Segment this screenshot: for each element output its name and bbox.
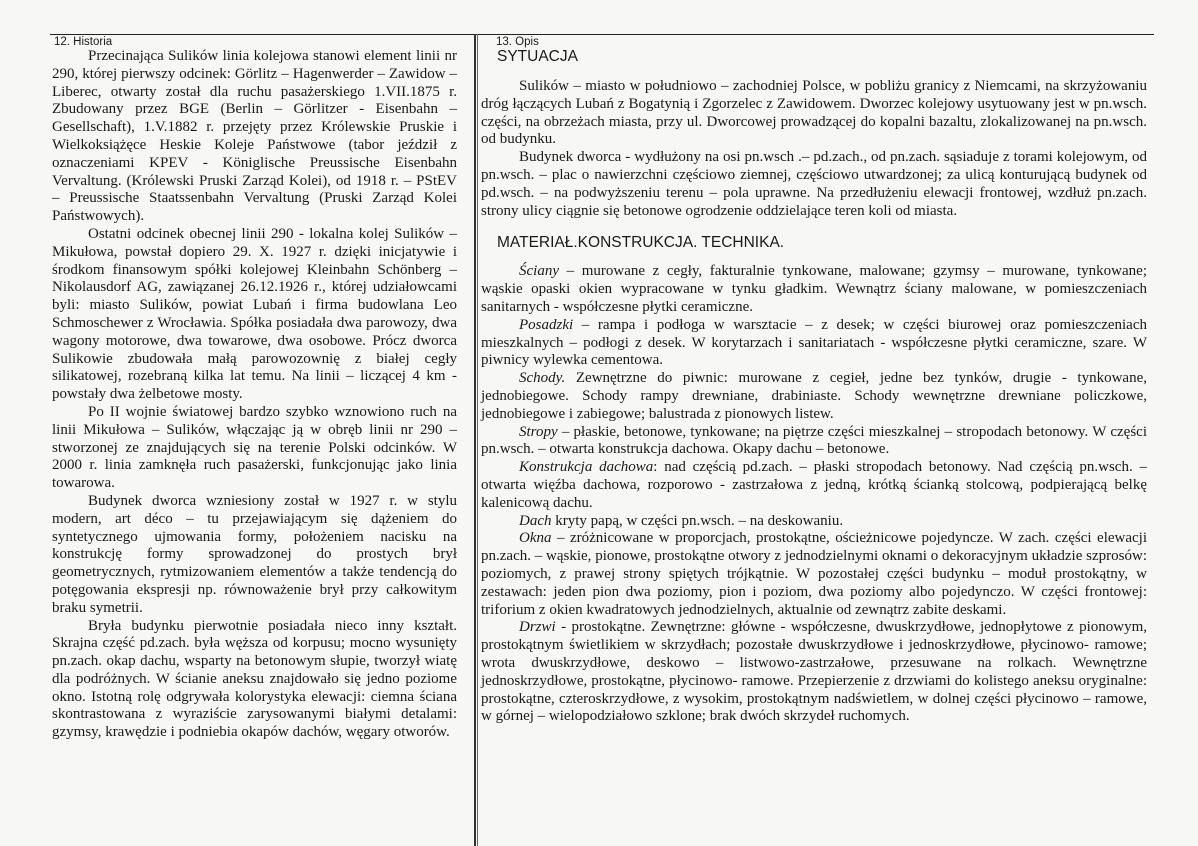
item-text: : nad częścią pd.zach. – płaski stropodach betonowy. Nad częścią pn.wsch. – otwarta więźba dachowa, rozporowo - zastrzałowa z jedną, krótką ścianką stolcową, podpierającą belkę kalenicową dachu. xyxy=(481,459,1147,511)
column-divider xyxy=(474,34,476,846)
item-text: – murowane z cegły, fakturalnie tynkowane, malowane; gzymsy – murowane, tynkowane; wąskie opaski okien wypracowane w tynku gładkim. Wewnątrz ściany malowane, w pomieszczeniach sanitarnych - współczesne płytki ceramiczne. xyxy=(481,263,1147,315)
item-term: Schody. xyxy=(519,370,566,387)
item-term: Dach xyxy=(519,512,552,529)
section-header-history: 12. Historia xyxy=(54,36,113,48)
item-term: Ściany xyxy=(519,263,559,280)
material-item-doors xyxy=(481,619,1147,726)
situation-heading: SYTUACJA xyxy=(497,48,578,65)
material-item-floors xyxy=(481,317,1147,370)
item-text: kryty papą, w części pn.wsch. – na deskowaniu. xyxy=(551,512,844,529)
history-column xyxy=(52,48,457,742)
material-item-stairs xyxy=(481,370,1147,423)
situation-block xyxy=(481,78,1147,220)
situation-paragraph: Sulików – miasto w południowo – zachodniej Polsce, w pobliżu granicy z Niemcami, na skrzyżowaniu dróg łączących Lubań z Bogatynią i Zgorzelec z Zawidowem. Dworzec kolejowy usytuowany jest w pn.wsch. części, na obrzeżach miasta, przy ul. Dworcowej prowadzącej do kopalni bazaltu, zlokalizowanej na pn.wsch. od budynku. xyxy=(481,78,1147,148)
material-item-walls xyxy=(481,263,1147,316)
history-paragraph: Przecinająca Sulików linia kolejowa stanowi element linii nr 290, której pierwszy odcinek: Görlitz – Hagenwerder – Zawidow – Liberec, otwarty został dla ruchu pasażerskiego 1.VII.1875 r. Zbudowany przez BGE (Berlin – Görlitzer - Eisenbahn – Gesellschaft), 1.V.1882 r. przejęty przez Królewskie Pruskie i Wielkoksiążęce Heskie Koleje Państwowe (tabor jeździł z oznaczeniami KPEV - Königlische Preussische Eisenbahn Vervaltung. (Królewski Pruski Zarząd Kolei), od 1918 r. – PStEV – Preussische Staatssenbahn Vervaltung (Pruski Zarząd Kolei Państwowych). xyxy=(52,48,457,225)
item-text: Zewnętrzne do piwnic: murowane z cegieł, jedne bez tynków, drugie - tynkowane, jednobiegowe. Schody rampy drewniane, drabiniaste. Schody wewnętrzne drewniane policzkowe, jednobiegowe i zabiegowe; balustrada z pionowych listew. xyxy=(481,370,1147,422)
material-block xyxy=(481,263,1147,726)
situation-paragraph: Budynek dworca - wydłużony na osi pn.wsch .– pd.zach., od pn.zach. sąsiaduje z torami kolejowym, od pn.wsch. – plac o nawierzchni częściowo ziemnej, częściowo utwardzonej; za ulicą konturującą budynek od pd.wsch. – na podwyższeniu terenu – pola uprawne. Na przedłużeniu elewacji frontowej, wzdłuż pn.zach. strony ulicy ciągnie się betonowe ogrodzenie oddzielające teren koli od miasta. xyxy=(481,149,1147,219)
column-divider-inner xyxy=(477,34,478,846)
history-paragraph: Budynek dworca wzniesiony został w 1927 r. w stylu modern, art déco – tu przejawiającym się dążeniem do syntetycznego ujmowania formy, położeniem nacisku na konstrukcję formy sprowadzonej do prostych brył geometrycznych, rytmizowaniem elementów a także tendencją do potęgowania ekspresji np. równoważenie brył przy całkowitym braku symetrii. xyxy=(52,492,457,616)
material-item-windows xyxy=(481,530,1147,619)
item-term: Stropy xyxy=(519,423,558,440)
section-header-description: 13. Opis xyxy=(496,36,539,48)
item-text: - prostokątne. Zewnętrzne: główne - współczesne, dwuskrzydłowe, jednopłytowe z pionowym, prostokątnym świetlikiem w skrzydłach; pozostałe dwuskrzydłowe i jednoskrzydłowe, płycinowo- ramowe; wrota dwuskrzydłowe, deskowo – listwowo-zastrzałowe, przesuwane na rolkach. Wewnętrzne jednoskrzydłowe, prostokątne, płycinowo- ramowe. Przepierzenie z drzwiami do kolistego aneksu oryginalne: prostokątne, czteroskrzydłowe, z wysokim, prostokątnym nadświetlem, w dolnej części płycinowo – ramowe, w górnej – wielopodziałowo szklone; brak dwóch skrzydeł ruchomych. xyxy=(481,619,1147,725)
material-item-roof-structure xyxy=(481,459,1147,512)
history-paragraph: Ostatni odcinek obecnej linii 290 - lokalna kolej Sulików – Mikułowa, powstał dopiero 29. X. 1927 r. dzięki inicjatywie i środkom finansowym spółki kolejowej Kleinbahn Schönberg – Nikolausdorf AG, zawiązanej 26.12.1926 r., której udziałowcami byli: miasto Sulików, powiat Lubań i firma budowlana Leo Schmoschewer z Wrocławia. Spółka posiadała dwa parowozy, dwa wagony motorowe, dwa towarowe, dwa osobowe. Prócz dworca Sulikowie zbudowała małą parowozownię z białej cegły silikatowej, rozebraną kilka lat temu. Na linii – liczącej 4 km - powstały dwa żelbetowe mosty. xyxy=(52,225,457,403)
material-heading: MATERIAŁ.KONSTRUKCJA. TECHNIKA. xyxy=(497,234,785,252)
item-text: – rampa i podłoga w warsztacie – z desek; w części biurowej oraz pomieszczeniach mieszkalnych – podłogi z desek. W korytarzach i sanitariatach - współczesne płytki ceramiczne, szare. W piwnicy wylewka cementowa. xyxy=(481,316,1147,369)
material-item-ceilings xyxy=(481,424,1147,460)
item-term: Drzwi xyxy=(519,619,556,636)
item-term: Konstrukcja dachowa xyxy=(519,459,654,476)
item-term: Okna xyxy=(519,530,552,547)
description-column xyxy=(481,48,1147,726)
item-term: Posadzki xyxy=(519,316,574,333)
material-item-roof xyxy=(481,513,1147,531)
header-rule xyxy=(50,34,1154,35)
history-paragraph: Po II wojnie światowej bardzo szybko wznowiono ruch na linii Mikułowa – Sulików, włączając ją w obręb linii nr 290 – stworzonej ze znajdujących się na terenie Polski odcinków. W 2000 r. linia zamknęła ruch pasażerski, funkcjonując jako linia towarowa. xyxy=(52,403,457,492)
item-text: – zróżnicowane w proporcjach, prostokątne, ościeżnicowe pojedyncze. W zach. części elewacji pn.zach. – wąskie, pionowe, prostokątne otwory z jednodzielnymi oknami o dekoracyjnym układzie szprosów: poziomych, z prawej strony spiętych trójkątnie. W pozostałej części budynku – moduł prostokątny, w zestawach: jeden pion dwa poziomy, pion i poziom, dwa poziomy albo pojedynczo. W części frontowej: triforium z okien kwadratowych jednodzielnych, aktualnie od zewnątrz zabite deskami. xyxy=(481,530,1147,618)
item-text: – płaskie, betonowe, tynkowane; na piętrze części mieszkalnej – stropodach betonowy. W części pn.wsch. – otwarta konstrukcja dachowa. Okapy dachu – betonowe. xyxy=(481,423,1147,458)
history-paragraph: Bryła budynku pierwotnie posiadała nieco inny kształt. Skrajna część pd.zach. była węższa od korpusu; mocno wysunięty pn.zach. okap dachu, wsparty na betonowym słupie, tworzył wiatę dla podróżnych. W ścianie aneksu znajdowało się jedno poziome okno. Istotną rolę odgrywała kolorystyka elewacji: ciemna ściana skontrastowana z wyraziście zarysowanymi białymi detalami: gzymsy, krawędzie i podniebia okapów dachów, węgary otworów. xyxy=(52,617,457,741)
